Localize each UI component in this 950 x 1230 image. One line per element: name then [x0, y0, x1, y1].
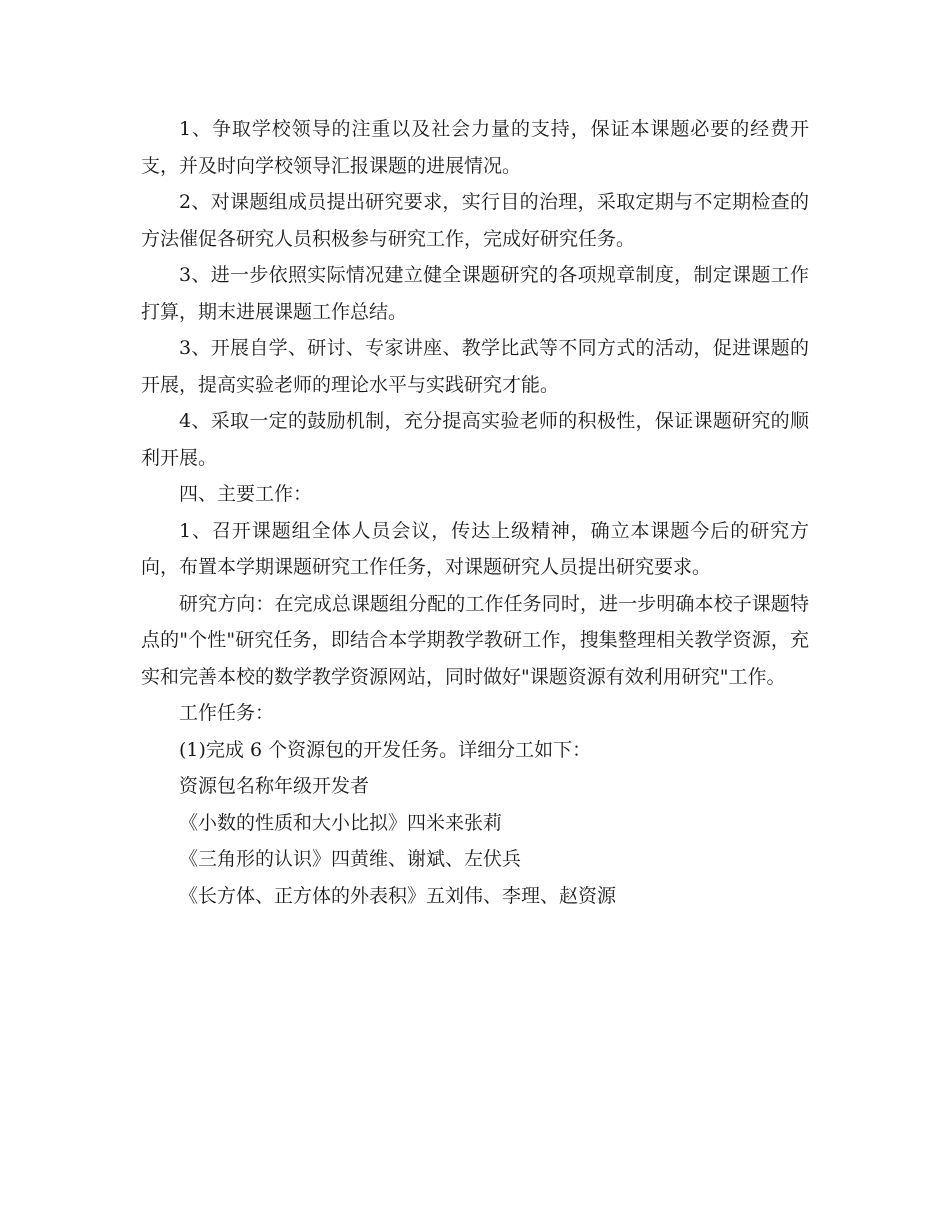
resource-row-1: 《小数的性质和大小比拟》四米来张莉	[179, 811, 503, 834]
resource-table-header: 资源包名称年级开发者	[179, 775, 370, 797]
paragraph-4: 3、开展自学、研讨、专家讲座、教学比武等不同方式的活动，促进课题的开展，提高实验老师的理论水平与实践研究才能。	[141, 337, 809, 396]
resource-row-2: 《三角形的认识》四黄维、谢斌、左伏兵	[179, 848, 522, 870]
section-heading-main-work: 四、主要工作：	[179, 483, 313, 505]
paragraph-6: 1、召开课题组全体人员会议，传达上级精神，确立本课题今后的研究方向，布置本学期课题研究工作任务，对课题研究人员提出研究要求。	[141, 519, 809, 578]
resource-row-3: 《长方体、正方体的外表积》五刘伟、李理、赵资源	[179, 884, 617, 907]
document-body	[141, 111, 809, 914]
paragraph-5: 4、采取一定的鼓励机制，充分提高实验老师的积极性，保证课题研究的顺利开展。	[141, 410, 809, 469]
paragraph-3: 3、进一步依照实际情况建立健全课题研究的各项规章制度，制定课题工作打算，期末进展课题工作总结。	[141, 264, 809, 323]
work-tasks-label: 工作任务：	[179, 702, 275, 724]
task-item-1: (1)完成 6 个资源包的开发任务。详细分工如下：	[179, 738, 592, 761]
paragraph-1: 1、争取学校领导的注重以及社会力量的支持，保证本课题必要的经费开支，并及时向学校领导汇报课题的进展情况。	[141, 118, 809, 177]
paragraph-2: 2、对课题组成员提出研究要求，实行目的治理，采取定期与不定期检查的方法催促各研究人员积极参与研究工作，完成好研究任务。	[141, 191, 809, 250]
paragraph-research-direction: 研究方向：在完成总课题组分配的工作任务同时，进一步明确本校子课题特点的"个性"研究任务，即结合本学期教学教研工作，搜集整理相关教学资源，充实和完善本校的数学教学资源网站，同时做好"课题资源有效利用研究"工作。	[141, 592, 809, 688]
